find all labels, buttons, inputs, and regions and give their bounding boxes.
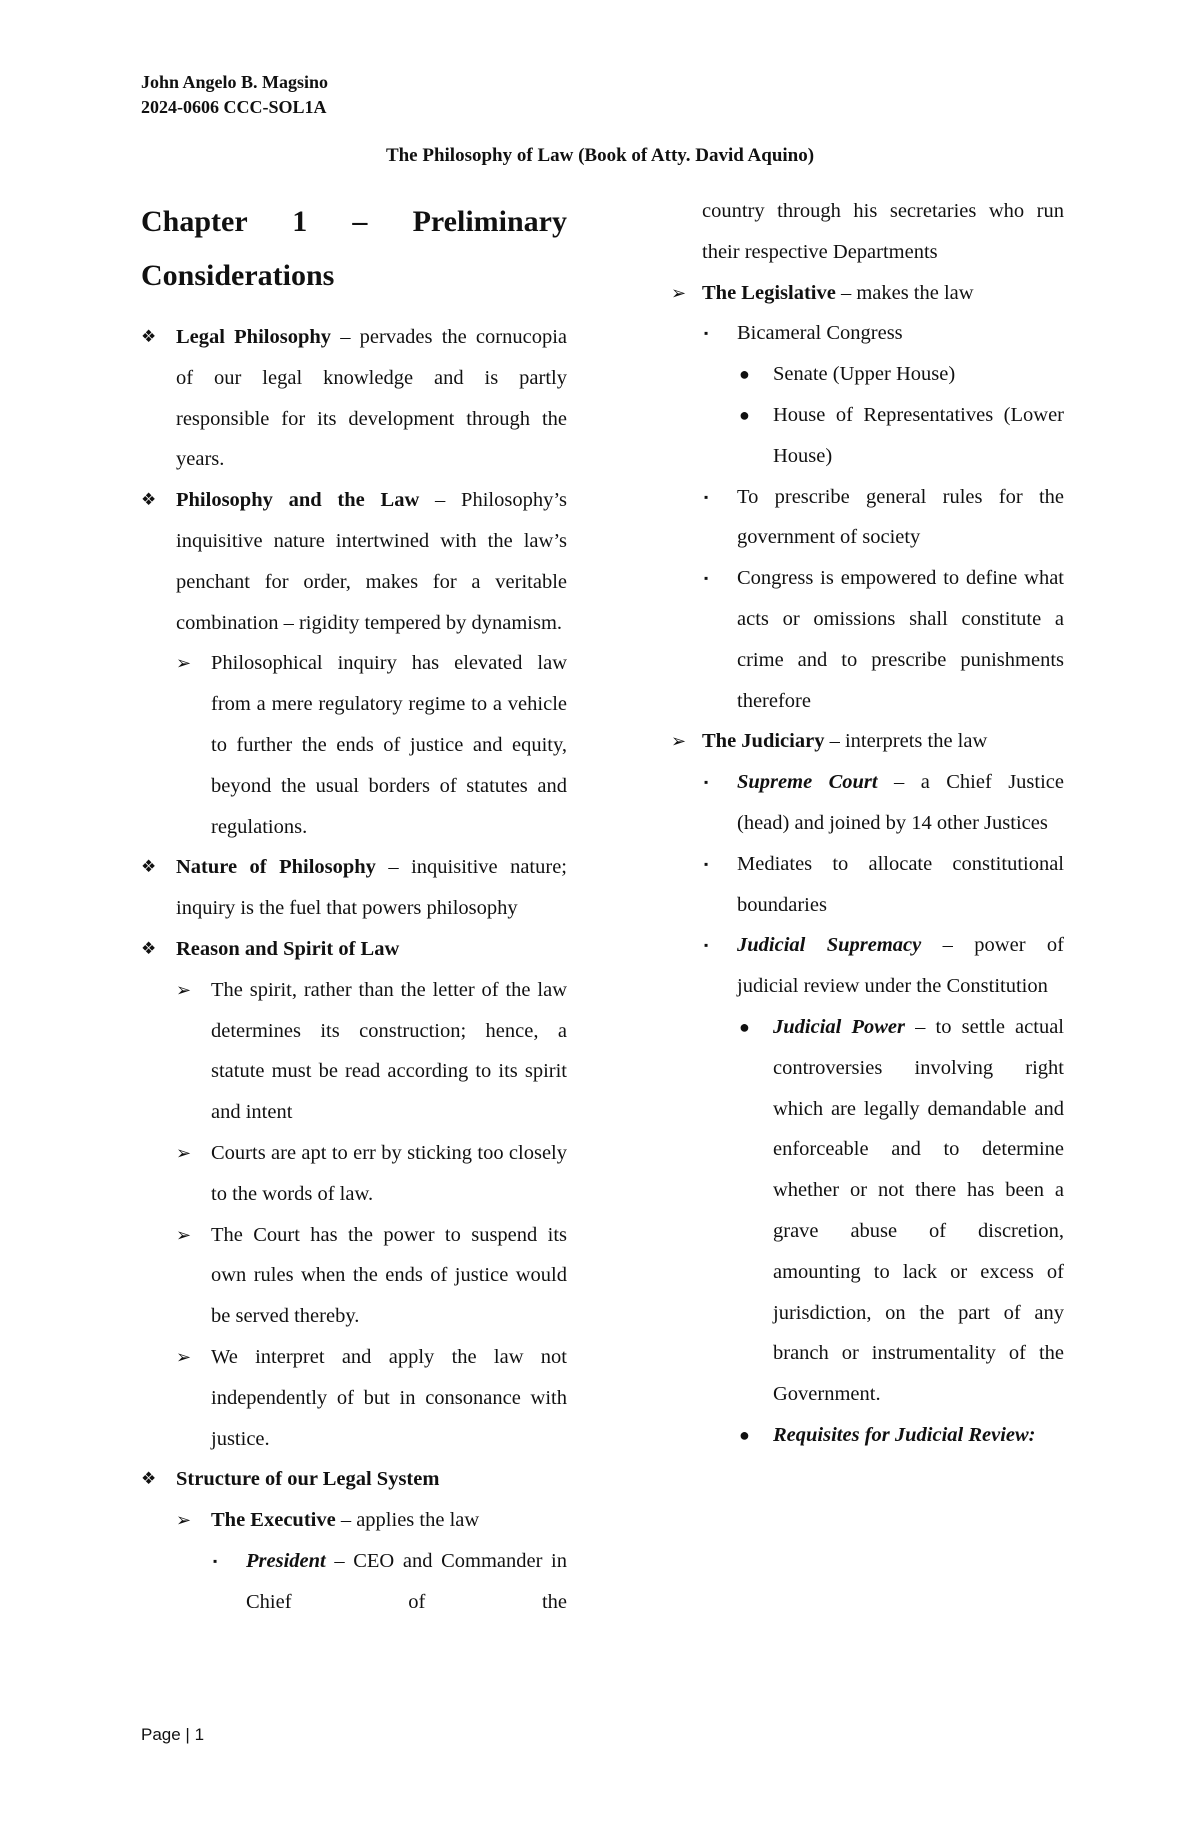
square-bullet-icon: ▪: [704, 938, 709, 953]
chapter-heading: Chapter 1 – Preliminary Considerations: [141, 205, 567, 292]
sub-item: ➢ The spirit, rather than the letter of the law determines its construction; hence, a statute must be read according to its spirit and intent: [141, 970, 567, 1133]
right-column: [667, 191, 1064, 1456]
definition: – applies the law: [335, 1509, 480, 1532]
definition: – Philosophy’s inquisitive nature intertwined with the law’s penchant for order, makes for a veritable combination – rigidity tempered by dynamism.: [176, 489, 567, 634]
list-item-nature-of-philosophy: [141, 847, 567, 929]
dot-bullet-icon: ●: [739, 1424, 750, 1445]
sub-sub-item-president: [141, 1541, 567, 1623]
sub-item-judiciary: [667, 721, 1064, 762]
square-bullet-icon: ▪: [704, 856, 709, 871]
diamond-bullet-icon: ❖: [141, 938, 157, 958]
list-item-reason-and-spirit: [141, 929, 567, 970]
square-bullet-icon: ▪: [704, 489, 709, 504]
arrow-bullet-icon: ➢: [176, 1346, 192, 1367]
sub-sub-item: [667, 925, 1064, 1007]
arrow-bullet-icon: ➢: [176, 653, 192, 674]
term: Nature of Philosophy: [176, 856, 376, 879]
definition: – a Chief Justice (head) and joined by 14 other Justices: [737, 771, 1064, 834]
arrow-bullet-icon: ➢: [671, 731, 687, 752]
list-item-legal-philosophy: [141, 317, 567, 480]
term: Supreme Court: [737, 771, 878, 794]
level-4-item: ● House of Representatives (Lower House): [667, 395, 1064, 477]
arrow-bullet-icon: ➢: [176, 979, 192, 1000]
arrow-bullet-icon: ➢: [176, 1224, 192, 1245]
sub-item: ➢ Courts are apt to err by sticking too closely to the words of law.: [141, 1133, 567, 1215]
term: Structure of our Legal System: [176, 1468, 440, 1491]
arrow-bullet-icon: ➢: [176, 1142, 192, 1163]
author-name: John Angelo B. Magsino: [141, 72, 329, 92]
term: Legal Philosophy: [176, 326, 332, 348]
sub-item: ➢ Philosophical inquiry has elevated law from a mere regulatory regime to a vehicle to further the ends of justice and equity, beyond the usual borders of statutes and regulations.: [141, 643, 567, 847]
definition: – power of judicial review under the Constitution: [737, 934, 1065, 998]
dot-bullet-icon: ●: [739, 364, 750, 385]
term: The Legislative: [702, 281, 836, 304]
sub-sub-item: ▪ Mediates to allocate constitutional boundaries: [667, 844, 1064, 926]
square-bullet-icon: ▪: [704, 571, 709, 586]
definition: – to settle actual controversies involving right which are legally demandable and enforceable and to determine whether or not there has been a grave abuse of discretion, amounting to lack or excess of jurisdiction, on the part of any branch or instrumentality of the Government.: [773, 1015, 1064, 1406]
arrow-bullet-icon: ➢: [671, 282, 687, 303]
square-bullet-icon: ▪: [213, 1553, 218, 1568]
term: President: [246, 1549, 326, 1572]
term: The Judiciary: [702, 730, 825, 753]
level-4-item: [667, 1007, 1064, 1415]
sub-item: ➢ We interpret and apply the law not independently of but in consonance with justice.: [141, 1337, 567, 1459]
student-id: 2024-0606 CCC-SOL1A: [141, 97, 327, 117]
diamond-bullet-icon: ❖: [141, 327, 157, 346]
square-bullet-icon: ▪: [704, 775, 709, 790]
dot-bullet-icon: ●: [739, 404, 750, 425]
definition: – CEO and Commander in Chief of the: [246, 1549, 567, 1613]
level-4-item: [667, 1415, 1064, 1456]
definition: – interprets the law: [824, 730, 988, 753]
list-item-philosophy-and-law: [141, 480, 567, 643]
term: Philosophy and the Law: [176, 489, 420, 512]
list-item-structure: [141, 1459, 567, 1500]
sub-sub-item: ▪ Bicameral Congress: [667, 313, 1064, 354]
sub-item-executive: [141, 1500, 567, 1541]
term: The Executive: [211, 1509, 336, 1532]
arrow-bullet-icon: ➢: [176, 1510, 192, 1531]
term: Judicial Supremacy: [737, 934, 922, 957]
definition: – inquisitive nature; inquiry is the fuel that powers philosophy: [176, 856, 567, 920]
diamond-bullet-icon: ❖: [141, 857, 157, 877]
term: Requisites for Judicial Review:: [773, 1423, 1036, 1446]
level-4-item: ● Senate (Upper House): [667, 354, 1064, 395]
sub-item: ➢ The Court has the power to suspend its own rules when the ends of justice would be served thereby.: [141, 1215, 567, 1337]
definition: – makes the law: [835, 281, 974, 304]
continued-text: country through his secretaries who run their respective Departments: [702, 200, 1064, 263]
term: Judicial Power: [773, 1015, 906, 1038]
term: Reason and Spirit of Law: [176, 937, 400, 960]
page-number: Page | 1: [141, 1725, 205, 1744]
left-column: [141, 195, 567, 1623]
sub-sub-item: ▪ To prescribe general rules for the government of society: [667, 477, 1064, 559]
diamond-bullet-icon: ❖: [141, 1469, 157, 1489]
definition: – pervades the cornucopia of our legal knowledge and is partly responsible for its development through the years.: [176, 326, 568, 471]
document-title: The Philosophy of Law (Book of Atty. David Aquino): [385, 145, 815, 166]
sub-item-legislative: [667, 273, 1064, 314]
sub-sub-item: [667, 762, 1064, 844]
square-bullet-icon: ▪: [704, 326, 709, 341]
author-block: [141, 70, 328, 120]
dot-bullet-icon: ●: [739, 1016, 750, 1037]
diamond-bullet-icon: ❖: [141, 490, 157, 510]
sub-sub-item: ▪ Congress is empowered to define what acts or omissions shall constitute a crime and to prescribe punishments therefore: [667, 558, 1064, 721]
